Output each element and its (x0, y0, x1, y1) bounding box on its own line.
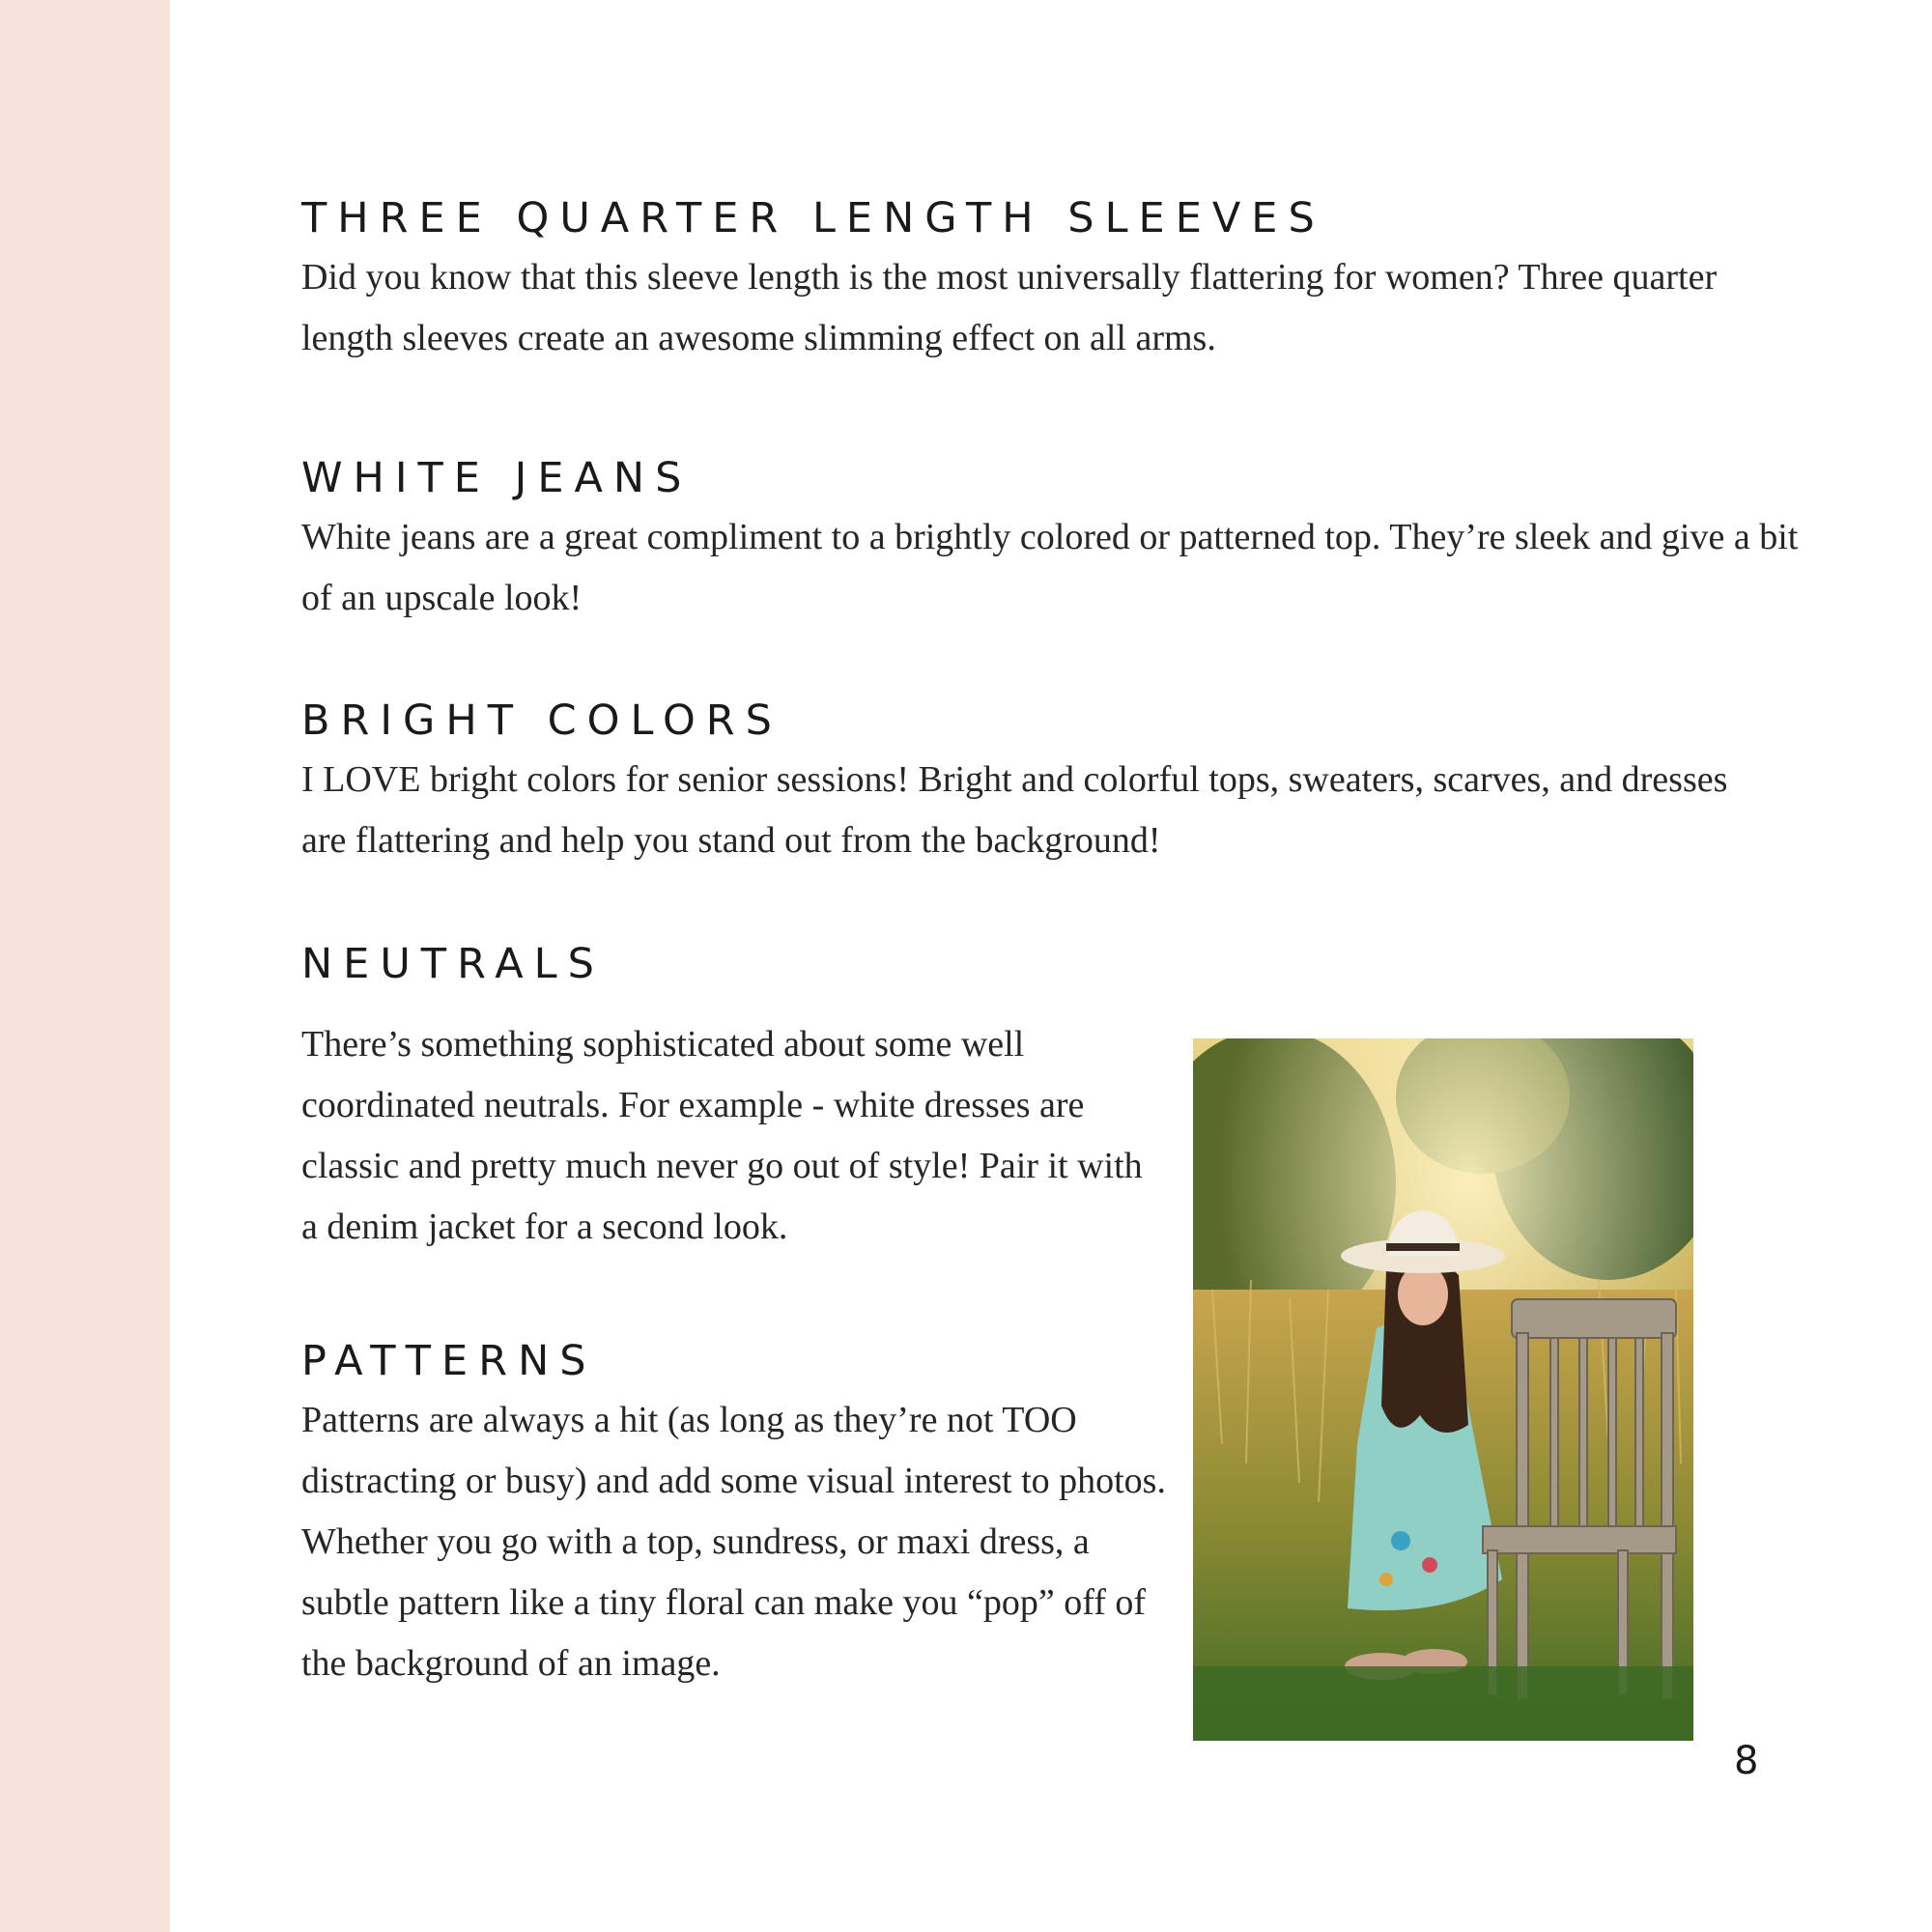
section-three-quarter-sleeves (301, 194, 1770, 369)
section-heading: THREE QUARTER LENGTH SLEEVES (301, 194, 1325, 242)
senior-portrait-photo (1193, 1038, 1693, 1741)
page-number: 8 (1734, 1739, 1759, 1783)
section-heading: NEUTRALS (301, 940, 605, 988)
section-body: Patterns are always a hit (as long as they’re not TOO distracting or busy) and add some visual interest to photos. Whether you go with a top, sundress, or maxi dress, a subtle pattern like a tiny floral can make you “pop” off of the background of an image. (301, 1400, 1166, 1684)
section-bright-colors (301, 696, 1770, 871)
section-body: White jeans are a great compliment to a brightly colored or patterned top. They’re sleek and give a bit of an upscale look! (301, 517, 1799, 618)
section-patterns (301, 1337, 1171, 1694)
section-heading: BRIGHT COLORS (301, 696, 782, 745)
section-neutrals (301, 940, 1151, 1258)
section-body: I LOVE bright colors for senior sessions! Bright and colorful tops, sweaters, scarves, and dresses are flattering and help you stand out from the background! (301, 759, 1728, 861)
accent-band (0, 0, 170, 1932)
section-body: There’s something sophisticated about some well coordinated neutrals. For example - white dresses are classic and pretty much never go out of style! Pair it with a denim jacket for a second look. (301, 1024, 1143, 1247)
section-white-jeans (301, 454, 1808, 629)
section-heading: WHITE JEANS (301, 454, 693, 502)
section-heading: PATTERNS (301, 1337, 597, 1385)
section-body: Did you know that this sleeve length is the most universally flattering for women? Three quarter length sleeves create an awesome slimming effect on all arms. (301, 257, 1718, 358)
